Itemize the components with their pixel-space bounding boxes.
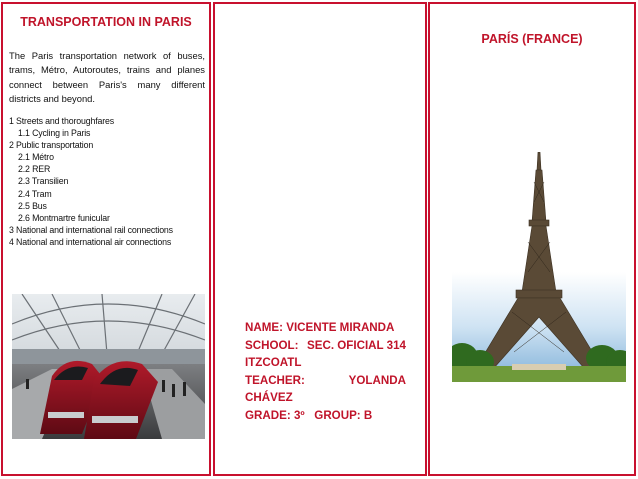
- left-panel-title: TRANSPORTATION IN PARIS: [20, 15, 192, 29]
- toc-item: 2.3 Transilien: [18, 176, 69, 187]
- grade-line: GRADE: 3º GROUP: B: [245, 408, 373, 422]
- table-of-contents: [9, 115, 209, 248]
- eiffel-tower-photo: [452, 152, 626, 382]
- toc-item: 2 Public transportation: [9, 140, 94, 151]
- toc-item: 2.4 Tram: [18, 188, 52, 199]
- student-info: [245, 319, 406, 424]
- toc-item: 3 National and international rail connections: [9, 224, 173, 235]
- intro-paragraph: The Paris transportation network of buses, trams, Métro, Autoroutes, trains and planes connect between Paris's many different districts and beyond.: [9, 50, 205, 104]
- toc-item: 2.6 Montmartre funicular: [18, 212, 110, 223]
- middle-panel: [213, 2, 427, 476]
- teacher-line: [245, 372, 406, 390]
- right-panel-title: PARÍS (FRANCE): [481, 32, 583, 46]
- toc-item: 4 National and international air connections: [9, 236, 172, 247]
- school-value: SEC. OFICIAL 314: [306, 338, 406, 352]
- school-continuation: ITZCOATL: [245, 356, 302, 369]
- school-label: SCHOOL:: [245, 338, 299, 352]
- teacher-continuation: CHÁVEZ: [245, 391, 293, 404]
- teacher-label: TEACHER:: [245, 373, 305, 387]
- toc-item: 2.2 RER: [18, 164, 51, 175]
- toc-item: 2.5 Bus: [18, 200, 47, 211]
- school-line: [245, 337, 406, 355]
- toc-item: 1 Streets and thoroughfares: [9, 116, 115, 126]
- train-station-photo: [12, 294, 205, 439]
- left-panel: [1, 2, 211, 476]
- teacher-value: YOLANDA: [348, 373, 406, 387]
- toc-item: 1.1 Cycling in Paris: [18, 128, 91, 139]
- right-panel: [428, 2, 636, 476]
- name-line: NAME: VICENTE MIRANDA: [245, 321, 395, 334]
- toc-item: 2.1 Métro: [18, 152, 54, 163]
